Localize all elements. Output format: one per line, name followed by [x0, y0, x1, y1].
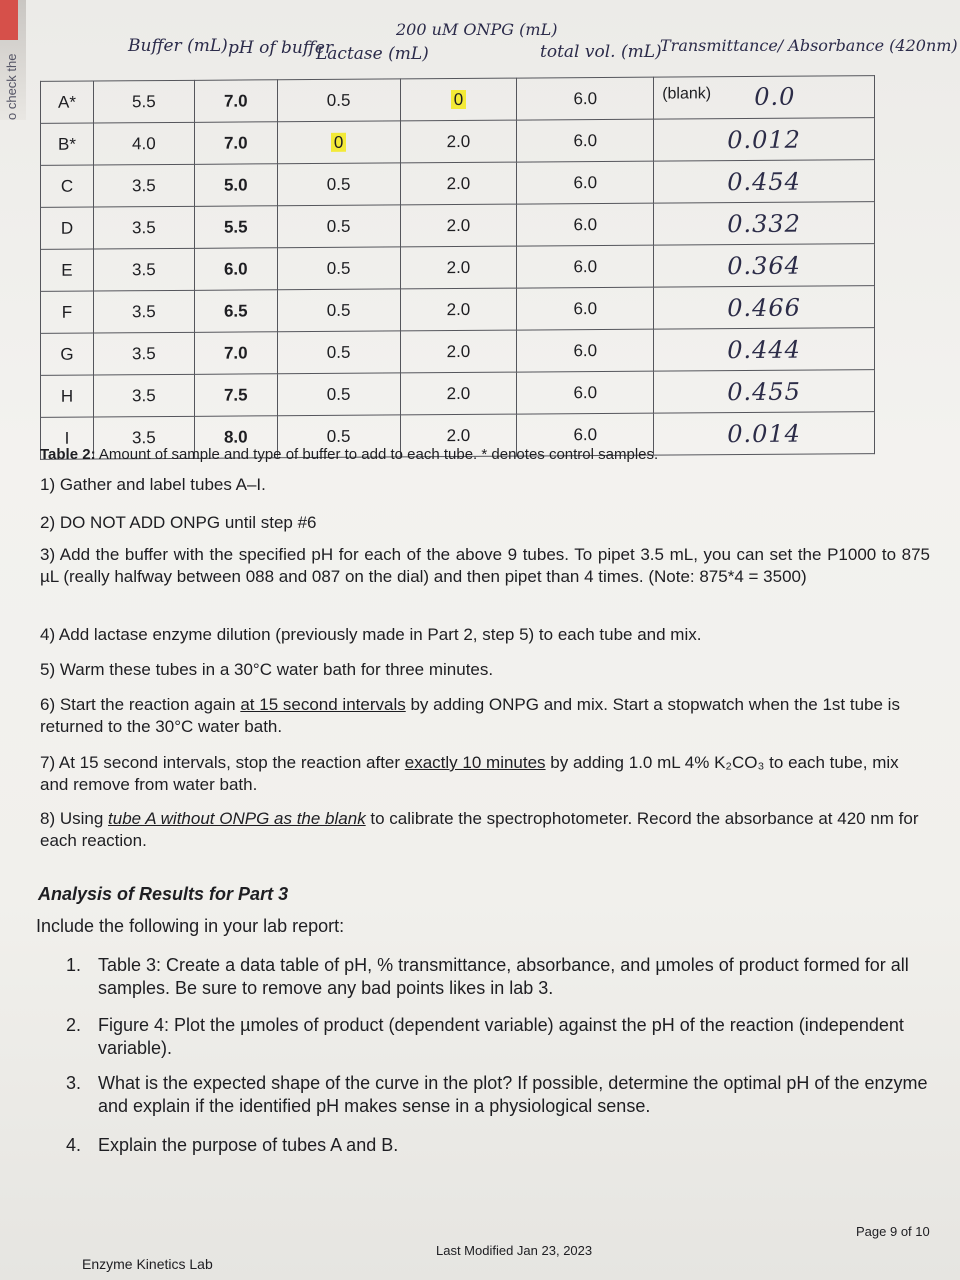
cell-buffer: 3.5: [93, 164, 194, 207]
cell-buffer: 3.5: [93, 290, 194, 333]
header-buffer: Buffer (mL): [128, 36, 228, 56]
handwritten-value: 0.014: [727, 419, 801, 448]
step-1: 1) Gather and label tubes A–I.: [40, 475, 266, 494]
cell-onpg: 2.0: [400, 330, 517, 373]
highlighted-value: 0: [331, 132, 346, 151]
cell-lactase: 0.5: [277, 415, 400, 458]
cell-buffer: 3.5: [93, 332, 194, 375]
cell-absorbance: [654, 412, 875, 456]
cell-absorbance: [654, 202, 875, 246]
cell-total: 6.0: [517, 161, 654, 204]
step-6: [40, 694, 930, 738]
cell-absorbance: [654, 286, 875, 330]
cell-label: I: [41, 417, 94, 459]
step-8-text-a: 8) Using: [40, 809, 109, 828]
step-7-text-b: by adding 1.0 mL 4% K₂CO₃ to each tube, mix and remove from water bath.: [40, 753, 899, 794]
cell-label: B*: [41, 123, 94, 165]
cell-total: 6.0: [517, 245, 654, 288]
cell-onpg: 2.0: [400, 162, 517, 205]
cell-label: H: [41, 375, 94, 417]
handwritten-value: 0.455: [727, 377, 801, 406]
cell-buffer: 3.5: [93, 416, 194, 459]
cell-total: 6.0: [517, 413, 654, 456]
step-2: 2) DO NOT ADD ONPG until step #6: [40, 513, 317, 532]
analysis-title: Analysis of Results for Part 3: [38, 884, 289, 904]
cell-onpg: 2.0: [400, 120, 517, 163]
header-ph: pH of buffer: [228, 38, 334, 58]
cell-lactase: 0.5: [277, 289, 400, 332]
handwritten-value: 0.466: [727, 293, 801, 322]
cell-ph: 7.0: [194, 332, 277, 375]
cell-total: 6.0: [517, 119, 654, 162]
table-row: [41, 244, 875, 292]
cell-onpg: 2.0: [400, 288, 517, 331]
handwritten-header: [40, 14, 958, 84]
neighbor-page-edge: [0, 0, 26, 120]
cell-absorbance: [654, 370, 875, 414]
cell-label: C: [41, 165, 94, 207]
header-transmittance: Transmittance/ Absorbance (420nm): [660, 36, 958, 55]
header-lactase: Lactase (mL): [316, 44, 429, 64]
cell-lactase: 0.5: [277, 205, 400, 248]
page-number: Page 9 of 10: [856, 1224, 930, 1239]
handwritten-value: 0.012: [727, 125, 801, 154]
table-row: [41, 328, 875, 376]
cell-ph: 6.5: [194, 290, 277, 333]
item-number: 3.: [66, 1073, 82, 1093]
handwritten-value: 0.0: [754, 82, 796, 111]
handwritten-value: 0.454: [727, 167, 801, 196]
cell-onpg: 2.0: [400, 204, 517, 247]
blank-label: (blank): [662, 85, 712, 103]
cell-onpg: [400, 78, 517, 121]
sample-table: [40, 75, 875, 460]
table-row: [41, 202, 875, 250]
step-4: 4) Add lactase enzyme dilution (previously made in Part 2, step 5) to each tube and mix.: [40, 625, 702, 644]
caption-label: Table 2:: [40, 446, 96, 463]
cell-absorbance: [654, 76, 875, 120]
cell-lactase: 0.5: [277, 79, 400, 122]
step-8-underlined: tube A without ONPG as the blank: [108, 809, 366, 828]
item-number: 1.: [66, 955, 82, 975]
cell-buffer: 3.5: [93, 206, 194, 249]
cell-total: 6.0: [517, 203, 654, 246]
item-text: Explain the purpose of tubes A and B.: [98, 1135, 399, 1155]
cell-onpg: 2.0: [400, 414, 517, 457]
analysis-intro: Include the following in your lab report:: [36, 916, 345, 936]
header-total: total vol. (mL): [540, 42, 662, 62]
cell-ph: 8.0: [194, 416, 277, 459]
table-row: [41, 370, 875, 418]
table-row: [41, 160, 875, 208]
table-row: [41, 76, 875, 124]
cell-total: 6.0: [517, 371, 654, 414]
step-7-text-a: 7) At 15 second intervals, stop the reaction after: [40, 753, 405, 772]
cell-buffer: 3.5: [93, 374, 194, 417]
cell-total: 6.0: [517, 329, 654, 372]
table-row: [41, 118, 875, 166]
cell-buffer: 3.5: [93, 248, 194, 291]
handwritten-value: 0.444: [727, 335, 801, 364]
cell-ph: 5.5: [194, 206, 277, 249]
item-number: 4.: [66, 1135, 82, 1155]
handwritten-value: 0.332: [727, 209, 801, 238]
cell-ph: 6.0: [194, 248, 277, 291]
footer-modified: Last Modified Jan 23, 2023: [436, 1243, 593, 1258]
cell-buffer: 4.0: [93, 122, 194, 165]
cell-onpg: 2.0: [400, 246, 517, 289]
step-7: [40, 752, 930, 796]
step-6-underlined: at 15 second intervals: [240, 695, 406, 714]
caption-text: Amount of sample and type of buffer to add to each tube. * denotes control samples.: [95, 446, 659, 463]
header-onpg: 200 uM ONPG (mL): [396, 20, 558, 39]
cell-ph: 7.0: [194, 80, 277, 123]
table-caption: [40, 446, 658, 463]
cell-lactase: 0.5: [277, 331, 400, 374]
cell-label: E: [41, 249, 94, 291]
cell-absorbance: [654, 118, 875, 162]
step-8-text-b: to calibrate the spectrophotometer. Record the absorbance at 420 nm for each reaction.: [40, 809, 919, 850]
cell-lactase: [277, 121, 400, 164]
cell-label: F: [41, 291, 94, 333]
cell-ph: 7.0: [194, 122, 277, 165]
step-6-text-b: by adding ONPG and mix. Start a stopwatch when the 1st tube is returned to the 30°C water bath.: [40, 695, 900, 736]
cell-total: 6.0: [517, 77, 654, 120]
cell-total: 6.0: [517, 287, 654, 330]
item-number: 2.: [66, 1015, 82, 1035]
cell-absorbance: [654, 328, 875, 372]
edge-text: o check the: [4, 53, 19, 120]
cell-lactase: 0.5: [277, 247, 400, 290]
cell-lactase: 0.5: [277, 163, 400, 206]
item-text: What is the expected shape of the curve in the plot? If possible, determine the optimal pH of the enzyme and explain if the identified pH makes sense in a physiological sense.: [98, 1073, 928, 1116]
item-text: Figure 4: Plot the µmoles of product (dependent variable) against the pH of the reaction (independent variable).: [98, 1015, 904, 1058]
step-8: [40, 808, 930, 852]
cell-ph: 7.5: [194, 374, 277, 417]
cell-onpg: 2.0: [400, 372, 517, 415]
step-7-underlined: exactly 10 minutes: [404, 753, 546, 772]
table-row: [41, 286, 875, 334]
step-6-text-a: 6) Start the reaction again: [40, 695, 241, 714]
highlighted-value: 0: [451, 89, 466, 108]
cell-absorbance: [654, 244, 875, 288]
cell-buffer: 5.5: [93, 80, 194, 123]
cell-label: D: [41, 207, 94, 249]
cell-ph: 5.0: [194, 164, 277, 207]
cell-label: A*: [41, 81, 94, 123]
footer-title: Enzyme Kinetics Lab: [82, 1256, 213, 1272]
item-text: Table 3: Create a data table of pH, % transmittance, absorbance, and µmoles of product formed for all samples. Be sure to remove any bad points likes in lab 3.: [98, 955, 909, 998]
cell-lactase: 0.5: [277, 373, 400, 416]
handwritten-value: 0.364: [727, 251, 801, 280]
cell-absorbance: [654, 160, 875, 204]
step-3: 3) Add the buffer with the specified pH for each of the above 9 tubes. To pipet 3.5 mL, you can set the P1000 to 875 µL (really halfway between 088 and 087 on the dial) and then pipet than 4 times. (Note: 875*4 = 3500): [40, 545, 930, 586]
step-5: 5) Warm these tubes in a 30°C water bath for three minutes.: [40, 660, 494, 679]
cell-label: G: [41, 333, 94, 375]
